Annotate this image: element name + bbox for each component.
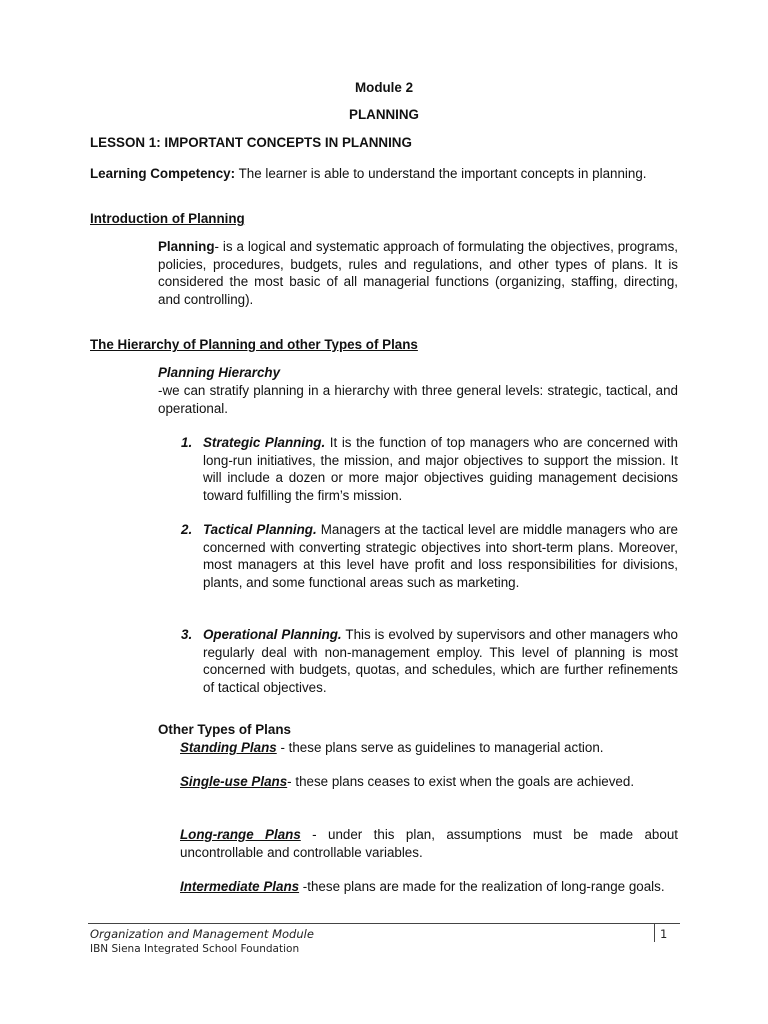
footer-module-name: Organization and Management Module bbox=[90, 927, 314, 941]
page-number-divider bbox=[654, 923, 655, 942]
planning-hierarchy-subheading: Planning Hierarchy bbox=[158, 365, 281, 380]
standing-plans-text: - these plans serve as guidelines to managerial action. bbox=[276, 740, 604, 755]
long-range-plans-text: - under this plan, assumptions must be made about uncontrollable and controllable variables. bbox=[180, 827, 678, 860]
list-number: 3. bbox=[181, 627, 193, 642]
intro-heading: Introduction of Planning bbox=[90, 211, 245, 226]
tactical-planning-text: Managers at the tactical level are middle managers who are concerned with converting strategic objectives into short-term plans. Moreover, most managers at this level have profit and loss responsibilities for divisions, plants, and some functional areas such as marketing. bbox=[203, 522, 678, 590]
list-number: 1. bbox=[181, 435, 193, 450]
footer-school-name: IBN Siena Integrated School Foundation bbox=[90, 943, 300, 955]
planning-definition-text: - is a logical and systematic approach of formulating the objectives, programs, policies, procedures, budgets, rules and regulations, and other types of plans. It is considered the most basic of all managerial functions (organizing, staffing, directing, and controlling). bbox=[158, 239, 678, 307]
strategic-planning-text: It is the function of top managers who are concerned with long-run initiatives, the mission, and major objectives to support the mission. It will include a dozen or more major objectives guiding management decisions toward fulfilling the firm’s mission. bbox=[203, 435, 678, 503]
single-use-plans-item bbox=[180, 773, 678, 791]
tactical-planning-item bbox=[203, 521, 678, 591]
intermediate-plans-item bbox=[180, 878, 678, 896]
operational-planning-item bbox=[203, 626, 678, 696]
operational-planning-term: Operational Planning. bbox=[203, 627, 342, 642]
intermediate-plans-term: Intermediate Plans bbox=[180, 879, 300, 894]
planning-definition bbox=[158, 238, 678, 308]
page-number: 1 bbox=[660, 927, 668, 941]
learning-competency bbox=[90, 165, 678, 183]
single-use-plans-text: - these plans ceases to exist when the goals are achieved. bbox=[287, 774, 635, 789]
standing-plans-term: Standing Plans bbox=[180, 740, 277, 755]
intermediate-plans-text: -these plans are made for the realization of long-range goals. bbox=[299, 879, 665, 894]
competency-label: Learning Competency: bbox=[90, 166, 236, 181]
long-range-plans-term: Long-range Plans bbox=[180, 827, 301, 842]
other-plans-heading: Other Types of Plans bbox=[158, 722, 291, 737]
strategic-planning-term: Strategic Planning. bbox=[203, 435, 326, 450]
page-title: PLANNING bbox=[349, 107, 419, 122]
hierarchy-heading: The Hierarchy of Planning and other Types of Plans bbox=[90, 337, 418, 352]
operational-planning-text: This is evolved by supervisors and other managers who regularly deal with non-management employ. This level of planning is most concerned with budgets, quotas, and schedules, which are further refinements of tactical objectives. bbox=[203, 627, 678, 695]
tactical-planning-term: Tactical Planning. bbox=[203, 522, 317, 537]
planning-term: Planning bbox=[158, 239, 215, 254]
list-number: 2. bbox=[181, 522, 193, 537]
competency-text: The learner is able to understand the important concepts in planning. bbox=[235, 166, 647, 181]
footer-divider bbox=[88, 923, 680, 924]
long-range-plans-item bbox=[180, 826, 678, 861]
standing-plans-item bbox=[180, 739, 678, 757]
single-use-plans-term: Single-use Plans bbox=[180, 774, 288, 789]
module-label: Module 2 bbox=[354, 80, 414, 95]
planning-hierarchy-text: -we can stratify planning in a hierarchy with three general levels: strategic, tactical, and operational. bbox=[158, 383, 678, 416]
lesson-title: LESSON 1: IMPORTANT CONCEPTS IN PLANNING bbox=[90, 135, 412, 150]
strategic-planning-item bbox=[203, 434, 678, 504]
